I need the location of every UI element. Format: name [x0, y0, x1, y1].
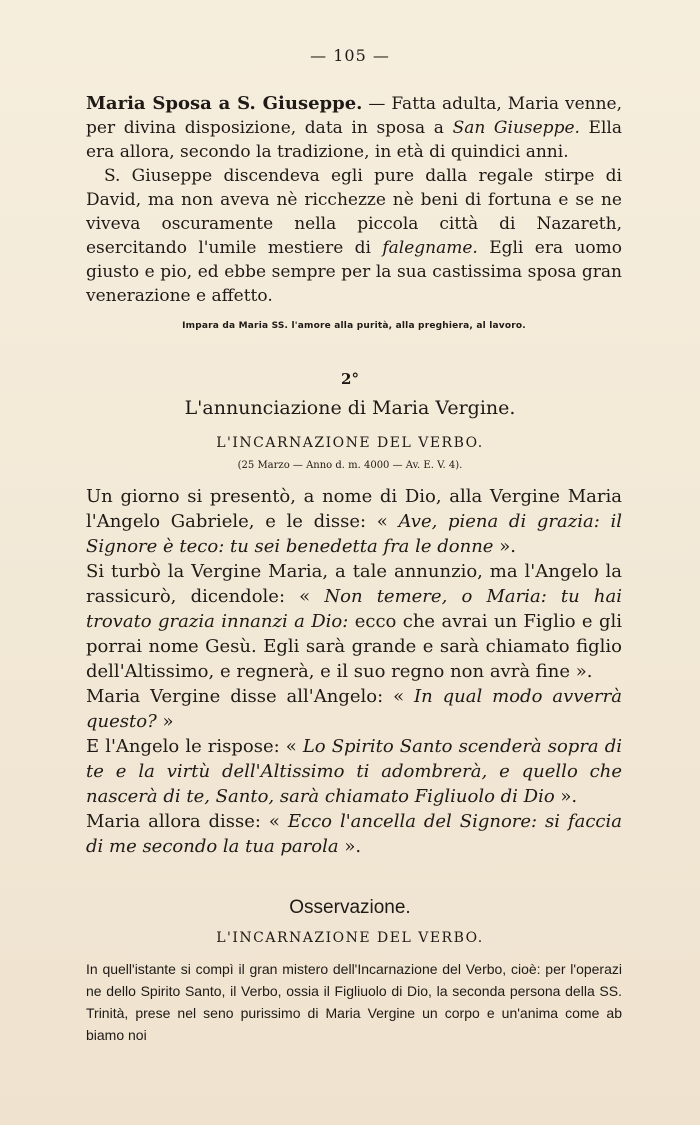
section-number: 2° — [341, 370, 359, 388]
paragraph-5: Maria Vergine disse all'Angelo: « In qual modo avverrà questo? » — [86, 686, 622, 732]
annunciation-text — [86, 484, 622, 859]
section-dates: (25 Marzo — Anno d. m. 4000 — Av. E. V. 4). — [237, 460, 463, 471]
paragraph-7: Maria allora disse: « Ecco l'ancella del Signore: si faccia di me secondo la tua parola ». — [86, 811, 622, 857]
maxim: Impara da Maria SS. l'amore alla purità, alla preghiera, al lavoro. — [182, 321, 526, 331]
observation-title: Osservazione. — [289, 897, 411, 918]
paragraph-6: E l'Angelo le rispose: « Lo Spirito Santo scenderà sopra di te e la virtù dell'Altissimo ti adombrerà, e quello che nascerà di te, Santo, sarà chiamato Figliuolo di Dio ». — [86, 736, 622, 807]
paragraph-3: Un giorno si presentò, a nome di Dio, alla Vergine Maria l'Angelo Gabriele, e le disse: « Ave, piena di grazia: il Signore è teco: tu sei benedetta fra le donne ». — [86, 486, 622, 557]
section-maria-sposa — [86, 92, 622, 308]
paragraph-1: Maria Sposa a S. Giuseppe. — Fatta adulta, Maria venne, per divina disposizione, data in sposa a San Giuseppe. Ella era allora, secondo la tradizione, in età di quindici anni. — [86, 93, 622, 162]
paragraph-4: Si turbò la Vergine Maria, a tale annunzio, ma l'Angelo la rassicurò, dicendole: « Non temere, o Maria: tu hai trovato grazia innanzi a Dio: ecco che avrai un Figlio e gli porrai nome Gesù. Egli sarà grande e sarà chiamato figlio dell'Altissimo, e regnerà, e il suo regno non avrà fine ». — [86, 561, 623, 682]
section-heading: Maria Sposa a S. Giuseppe. — [86, 93, 363, 114]
observation-paragraph: In quell'istante si compì il gran mistero dell'Incarnazione del Verbo, cioè: per l'operazi ne dello Spirito Santo, il Verbo, ossia il Figliuolo di Dio, la seconda persona della SS. Trinità, prese nel seno purissimo di Maria Vergine un corpo e un'anima come ab biamo noi — [86, 961, 622, 1043]
section-subtitle: L'INCARNAZIONE DEL VERBO. — [216, 435, 484, 451]
paragraph-2: S. Giuseppe discendeva egli pure dalla regale stirpe di David, ma non aveva nè ricchezze nè beni di fortuna e se ne viveva oscuramente nella piccola città di Nazareth, esercitando l'umile mestiere di falegname. Egli era uomo giusto e pio, ed ebbe sempre per la sua castissima sposa gran venerazione e affetto. — [86, 166, 622, 306]
section-title: L'annunciazione di Maria Vergine. — [184, 397, 516, 419]
observation-text-block — [86, 958, 622, 1046]
observation-subtitle: L'INCARNAZIONE DEL VERBO. — [216, 930, 484, 946]
page-number: — 105 — — [310, 46, 390, 65]
